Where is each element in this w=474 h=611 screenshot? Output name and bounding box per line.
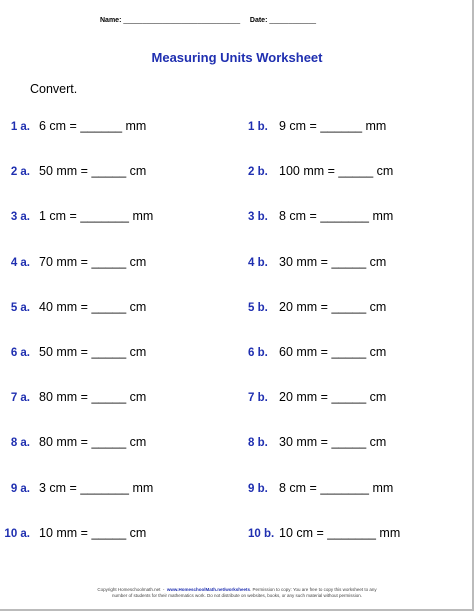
problem-item	[248, 209, 393, 223]
problem-number: 7 b.	[248, 392, 268, 404]
problem-text: 80 mm = _____ cm	[39, 435, 147, 449]
problem-number: 3 b.	[248, 211, 268, 223]
problem-item	[0, 435, 146, 449]
problem-item	[248, 255, 386, 269]
problem-item	[0, 300, 146, 314]
problem-number: 9 b.	[248, 483, 268, 495]
problem-text: 20 mm = _____ cm	[279, 390, 387, 404]
footer-line-2: number of students for their mathematics work. Do not distribute on websites, books, or any such material without permission.	[111, 593, 363, 598]
problem-text: 50 mm = _____ cm	[39, 345, 147, 359]
problem-number: 8 a.	[10, 437, 30, 449]
problem-number: 2 a.	[10, 166, 30, 178]
problem-number: 2 b.	[248, 166, 268, 178]
name-blank: ______________________________	[123, 17, 241, 24]
date-blank: ____________	[269, 17, 317, 24]
problem-text: 6 cm = ______ mm	[39, 119, 147, 133]
problem-item	[0, 255, 146, 269]
problem-text: 60 mm = _____ cm	[279, 345, 387, 359]
problem-text: 10 mm = _____ cm	[39, 526, 147, 540]
problem-number: 3 a.	[10, 211, 30, 223]
problem-item	[248, 119, 386, 133]
instructions: Convert.	[30, 82, 78, 96]
copyright-footer: Copyright Homeschoolmath.net - www.HomeschoolMath.net/worksheets. Permission to copy: You are free to copy this worksheet to any number of students for their mathematics work. Do not distribute on websites, books, or any such material without permission.	[0, 587, 474, 599]
problem-text: 3 cm = _______ mm	[39, 481, 154, 495]
problem-item	[248, 390, 386, 404]
problem-item	[0, 209, 153, 223]
problem-number: 1 a.	[10, 121, 30, 133]
problem-number: 5 b.	[248, 302, 268, 314]
problem-item	[0, 390, 146, 404]
problem-number: 5 a.	[10, 302, 30, 314]
footer-copyright: Copyright Homeschoolmath.net	[97, 587, 161, 592]
problem-text: 50 mm = _____ cm	[39, 164, 147, 178]
problem-text: 70 mm = _____ cm	[39, 255, 147, 269]
problem-item	[248, 164, 393, 178]
problem-text: 9 cm = ______ mm	[279, 119, 387, 133]
problem-number: 9 a.	[10, 483, 30, 495]
problem-number: 4 a.	[10, 257, 30, 269]
problem-text: 40 mm = _____ cm	[39, 300, 147, 314]
problem-item	[0, 481, 153, 495]
problem-item	[0, 526, 146, 540]
footer-permission: Permission to copy: You are free to copy this worksheet to any	[252, 587, 377, 592]
problem-item	[0, 119, 146, 133]
footer-link[interactable]: www.HomeschoolMath.net/worksheets	[166, 587, 251, 592]
problem-item	[248, 526, 400, 540]
problem-item	[248, 345, 386, 359]
problem-number: 8 b.	[248, 437, 268, 449]
name-label: Name:	[100, 17, 122, 24]
problem-text: 10 cm = _______ mm	[279, 526, 401, 540]
problem-number: 6 b.	[248, 347, 268, 359]
problem-number: 4 b.	[248, 257, 268, 269]
problem-text: 30 mm = _____ cm	[279, 255, 387, 269]
problem-text: 8 cm = _______ mm	[279, 209, 394, 223]
name-date-line	[100, 17, 316, 24]
problem-number: 7 a.	[10, 392, 30, 404]
problem-item	[248, 435, 386, 449]
problem-item	[0, 164, 146, 178]
problem-item	[0, 345, 146, 359]
worksheet-title: Measuring Units Worksheet	[151, 50, 323, 65]
problem-item	[248, 300, 386, 314]
problem-text: 8 cm = _______ mm	[279, 481, 394, 495]
problem-text: 80 mm = _____ cm	[39, 390, 147, 404]
problem-number: 6 a.	[10, 347, 30, 359]
problem-number: 10 b.	[248, 528, 275, 540]
problem-number: 1 b.	[248, 121, 268, 133]
problem-text: 1 cm = _______ mm	[39, 209, 154, 223]
problem-item	[248, 481, 393, 495]
problem-text: 100 mm = _____ cm	[279, 164, 394, 178]
date-label: Date:	[249, 17, 268, 24]
problem-text: 30 mm = _____ cm	[279, 435, 387, 449]
problem-text: 20 mm = _____ cm	[279, 300, 387, 314]
problem-number: 10 a.	[4, 528, 30, 540]
